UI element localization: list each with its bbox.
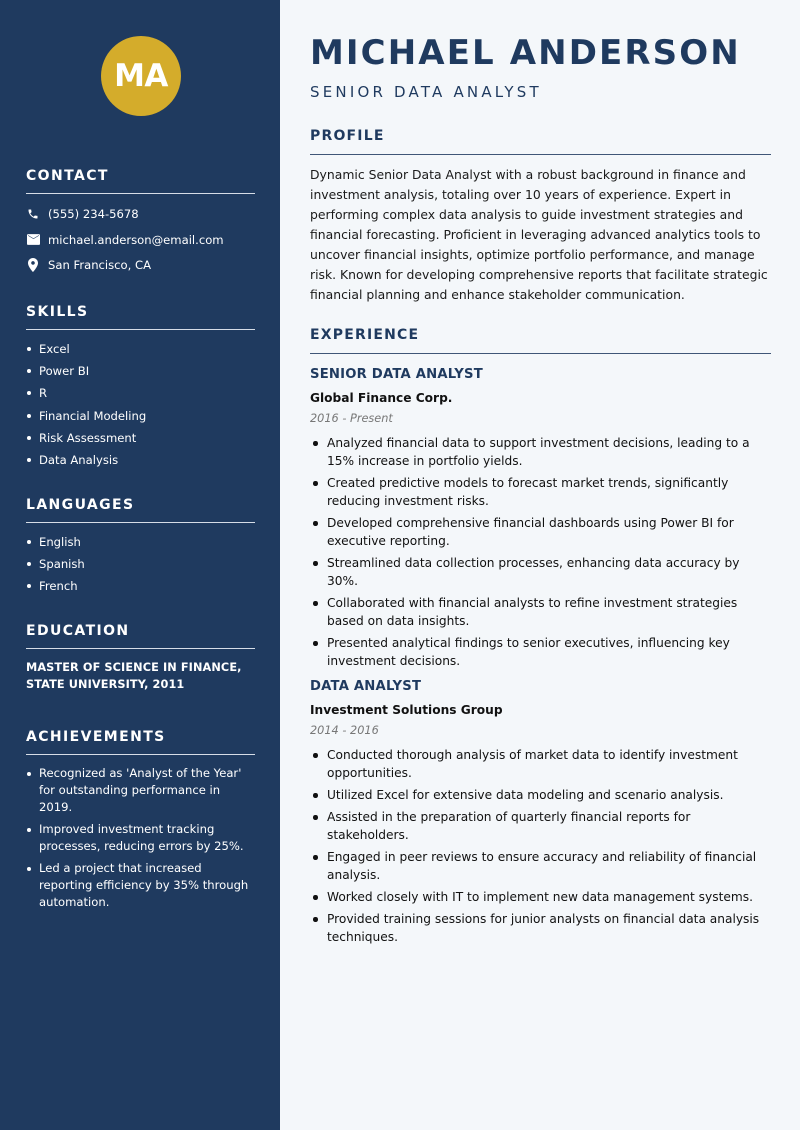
avatar: MA xyxy=(101,36,181,116)
skill-item: Data Analysis xyxy=(26,451,255,469)
email-icon xyxy=(26,233,40,247)
achievement-item: Led a project that increased reporting efficiency by 35% through automation. xyxy=(26,860,255,911)
job-duties xyxy=(310,746,771,946)
education-degree: MASTER OF SCIENCE IN FINANCE, STATE UNIVERSITY, 2011 xyxy=(26,661,242,691)
section-divider xyxy=(26,754,255,755)
profile-text: Dynamic Senior Data Analyst with a robust background in finance and investment analysis, totaling over 10 years of experience. Expert in performing complex data analysis to guide investment strategies and financial forecasting. Proficient in leveraging advanced analytics tools to uncover financial insights, optimize portfolio performance, and manage risk. Known for developing comprehensive reports that facilitate strategic financial planning and enhance stakeholder communication. xyxy=(310,167,768,302)
languages-section xyxy=(26,497,255,600)
job-dates: 2016 - Present xyxy=(310,412,393,425)
job-dates: 2014 - 2016 xyxy=(310,724,379,737)
contact-list xyxy=(26,205,255,274)
phone-icon xyxy=(26,207,40,221)
skill-item: R xyxy=(26,384,255,402)
duty-item: Utilized Excel for extensive data modeling and scenario analysis. xyxy=(310,786,771,804)
contact-heading: CONTACT xyxy=(26,168,109,184)
skills-list xyxy=(26,340,255,469)
skill-item: Excel xyxy=(26,340,255,358)
sidebar xyxy=(0,0,280,1130)
section-divider xyxy=(26,193,255,194)
contact-phone xyxy=(26,205,255,223)
skills-section xyxy=(26,304,255,473)
skill-item: Power BI xyxy=(26,362,255,380)
duty-item: Created predictive models to forecast market trends, significantly reducing investment risks. xyxy=(310,474,771,510)
achievement-item: Improved investment tracking processes, reducing errors by 25%. xyxy=(26,821,255,855)
job-company: Investment Solutions Group xyxy=(310,703,503,717)
achievements-heading: ACHIEVEMENTS xyxy=(26,729,166,745)
section-divider xyxy=(26,648,255,649)
duty-item: Analyzed financial data to support investment decisions, leading to a 15% increase in portfolio yields. xyxy=(310,434,771,470)
section-divider xyxy=(26,329,255,330)
experience-heading: EXPERIENCE xyxy=(310,327,420,343)
job-title: SENIOR DATA ANALYST xyxy=(310,367,483,382)
candidate-title: SENIOR DATA ANALYST xyxy=(310,83,542,101)
contact-location xyxy=(26,256,255,274)
candidate-name: MICHAEL ANDERSON xyxy=(310,33,741,73)
skill-item: Risk Assessment xyxy=(26,429,255,447)
experience-section xyxy=(310,327,771,950)
duty-item: Worked closely with IT to implement new data management systems. xyxy=(310,888,771,906)
phone-text: (555) 234-5678 xyxy=(48,207,139,221)
education-section xyxy=(26,623,255,693)
contact-email xyxy=(26,231,255,249)
duty-item: Provided training sessions for junior analysts on financial data analysis techniques. xyxy=(310,910,771,946)
email-text: michael.anderson@email.com xyxy=(48,232,224,247)
achievements-list xyxy=(26,765,255,911)
achievement-item: Recognized as 'Analyst of the Year' for outstanding performance in 2019. xyxy=(26,765,255,816)
section-divider xyxy=(26,522,255,523)
languages-heading: LANGUAGES xyxy=(26,497,135,513)
education-heading: EDUCATION xyxy=(26,623,130,639)
skill-item: Financial Modeling xyxy=(26,407,255,425)
achievements-section xyxy=(26,729,255,916)
profile-heading: PROFILE xyxy=(310,128,385,144)
languages-list xyxy=(26,533,255,595)
duty-item: Streamlined data collection processes, enhancing data accuracy by 30%. xyxy=(310,554,771,590)
job-entry xyxy=(310,678,771,946)
duty-item: Engaged in peer reviews to ensure accuracy and reliability of financial analysis. xyxy=(310,848,771,884)
language-item: French xyxy=(26,577,255,595)
duty-item: Developed comprehensive financial dashboards using Power BI for executive reporting. xyxy=(310,514,771,550)
section-divider xyxy=(310,154,771,155)
duty-item: Assisted in the preparation of quarterly financial reports for stakeholders. xyxy=(310,808,771,844)
contact-section xyxy=(26,168,255,282)
job-title: DATA ANALYST xyxy=(310,679,422,694)
duty-item: Conducted thorough analysis of market data to identify investment opportunities. xyxy=(310,746,771,782)
skills-heading: SKILLS xyxy=(26,304,89,320)
job-company: Global Finance Corp. xyxy=(310,391,453,405)
location-text: San Francisco, CA xyxy=(48,258,152,272)
section-divider xyxy=(310,353,771,354)
language-item: English xyxy=(26,533,255,551)
job-duties xyxy=(310,434,771,670)
job-entry xyxy=(310,366,771,670)
location-pin-icon xyxy=(26,258,40,272)
duty-item: Collaborated with financial analysts to refine investment strategies based on data insights. xyxy=(310,594,771,630)
duty-item: Presented analytical findings to senior executives, influencing key investment decisions. xyxy=(310,634,771,670)
language-item: Spanish xyxy=(26,555,255,573)
profile-section xyxy=(310,128,771,305)
